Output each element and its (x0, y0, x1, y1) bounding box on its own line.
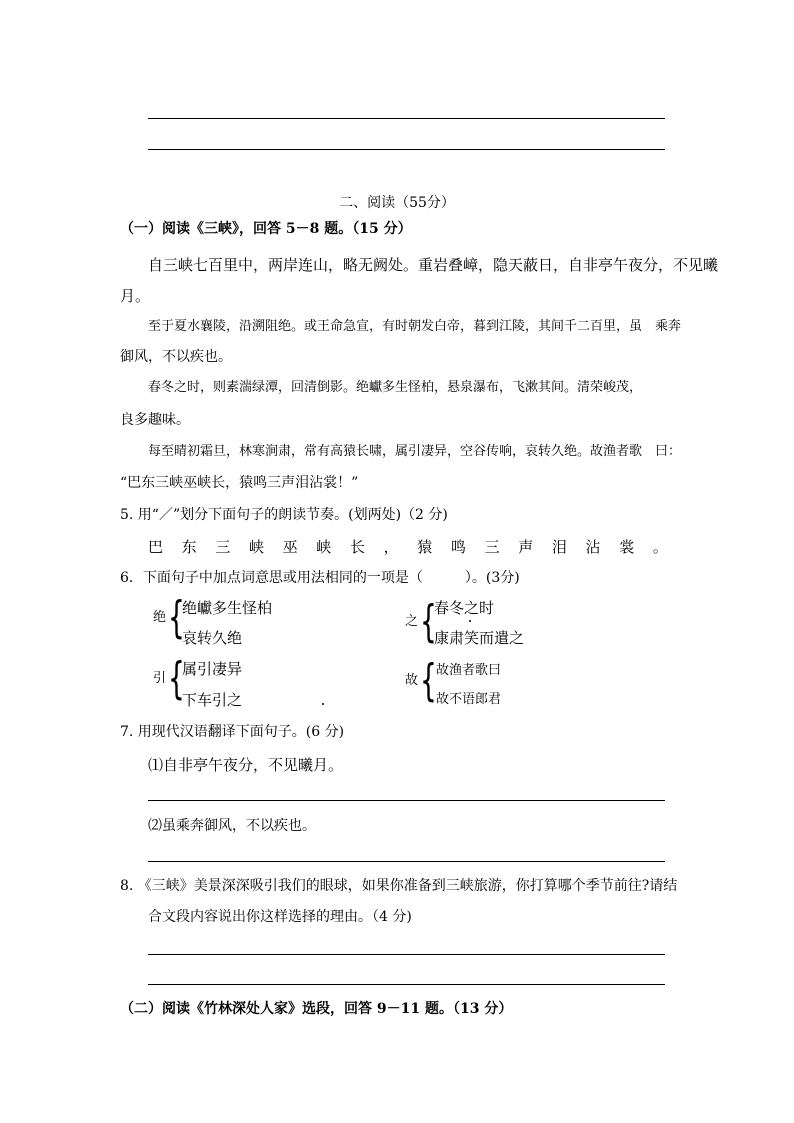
part-two-heading: （二）阅读《竹林深处人家》选段，回答 9－11 题。（13 分） (120, 1001, 513, 1017)
translate-sentence: ⑴自非亭午夜分，不见曦月。 (148, 756, 344, 774)
rhythm-char: 三 (215, 538, 231, 556)
passage-line: “巴东三峡巫峡长，猿鸣三声泪沾裳！” (120, 475, 359, 491)
part-one-heading: （一）阅读《三峡》，回答 5－8 题。（15 分） (120, 221, 412, 237)
answer-line (148, 954, 665, 955)
section-title: 二、阅读（55分） (339, 195, 455, 211)
passage-line: 月。 (120, 287, 151, 305)
translate-sentence: ⑵虽乘奔御风，不以疾也。 (148, 818, 316, 834)
brace-icon: { (420, 596, 437, 647)
answer-line (148, 149, 665, 150)
question-6: 6．下面句子中加点词意思或用法相同的一项是（ ）。(3分) (120, 570, 520, 586)
option-line: 康肃笑而遣之 (434, 629, 525, 647)
option-key: 之 (405, 614, 419, 629)
rhythm-char: 峡 (316, 538, 332, 556)
option-line: 故不语郎君 (436, 692, 502, 707)
passage-line: 至于夏水襄陵，沿溯阻绝。或王命急宣，有时朝发白帝，暮到江陵，其间千二百里，虽 乘奔 (148, 319, 682, 334)
rhythm-char: 泪 (551, 538, 567, 556)
passage-line: 御风，不以疾也。 (120, 349, 232, 365)
option-line: 绝巘多生怪柏 (182, 599, 273, 617)
passage-line: 自三峡七百里中，两岸连山，略无阙处。重岩叠嶂，隐天蔽日，自非亭午夜分，不见曦 (148, 256, 719, 274)
passage-line: 每至晴初霜旦，林寒涧肃，常有高猿长啸，属引凄异，空谷传响，哀转久绝。故渔者歌 曰： (148, 444, 682, 459)
answer-line (148, 118, 665, 119)
rhythm-char: 声 (518, 538, 534, 556)
question-8: 8. 《三峡》美景深深吸引我们的眼球，如果你准备到三峡旅游，你打算哪个季节前往?请结 (120, 878, 678, 894)
question-5: 5. 用“／”划分下面句子的朗读节奏。(划两处)（2 分) (120, 507, 448, 523)
option-key: 引 (153, 671, 167, 686)
emphasis-dot (322, 703, 324, 705)
rhythm-char: 峡 (248, 538, 264, 556)
rhythm-char: 鸣 (450, 538, 466, 556)
rhythm-char: 裳 (619, 538, 635, 556)
option-line: 哀转久绝 (182, 629, 243, 647)
option-line: 故渔者歌曰 (436, 663, 502, 678)
rhythm-char: 长 (349, 538, 365, 556)
rhythm-sentence (148, 537, 668, 557)
answer-line (148, 800, 665, 801)
passage-line: 春冬之时，则素湍绿潭，回清倒影。绝巘多生怪柏，悬泉瀑布，飞漱其间。清荣峻茂， (148, 380, 643, 395)
passage-line: 良多趣味。 (120, 412, 190, 428)
answer-line (148, 861, 665, 862)
rhythm-char: 巫 (282, 538, 298, 556)
rhythm-char: 猿 (417, 538, 433, 556)
rhythm-char: 沾 (585, 538, 601, 556)
question-7: 7. 用现代汉语翻译下面句子。(6 分) (120, 724, 345, 740)
brace-icon: { (168, 592, 185, 643)
question-8-cont: 合文段内容说出你这样选择的理由。（4 分) (148, 909, 412, 925)
option-line: 春冬之时 (434, 599, 495, 617)
option-key: 绝 (153, 610, 167, 625)
rhythm-char: 三 (484, 538, 500, 556)
rhythm-char: 巴 (148, 538, 164, 556)
emphasis-dot (469, 620, 471, 622)
rhythm-char: 。 (652, 538, 668, 556)
brace-icon: { (420, 655, 437, 706)
brace-icon: { (168, 653, 185, 704)
rhythm-char: ， (383, 538, 399, 556)
rhythm-char: 东 (181, 538, 197, 556)
option-line: 属引凄异 (182, 660, 243, 678)
option-line: 下车引之 (182, 691, 243, 709)
option-key: 故 (405, 673, 419, 688)
answer-line (148, 984, 665, 985)
